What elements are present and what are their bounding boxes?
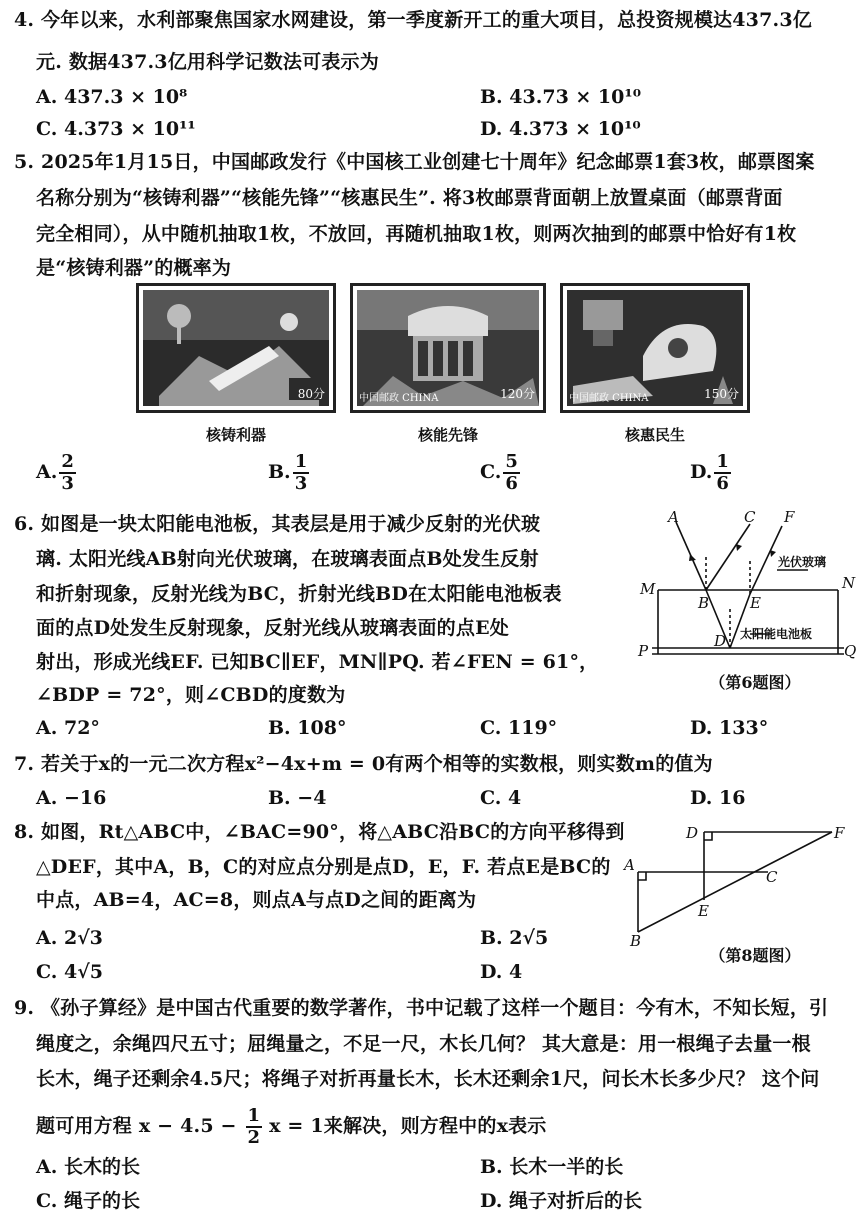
q8-figure-caption: （第8题图）: [709, 946, 801, 965]
q6-option-d[interactable]: D. 133°: [690, 717, 769, 739]
q4-option-a[interactable]: A. 437.3 × 10⁸: [36, 86, 188, 108]
q6-label-f: F: [784, 508, 795, 526]
q8-option-a[interactable]: A. 2√3: [36, 927, 103, 949]
q9-equation-numerator: 1: [247, 1105, 261, 1126]
q7-line-1: 7. 若关于x的一元二次方程x²−4x+m = 0有两个相等的实数根，则实数m的值为: [14, 753, 713, 775]
q5-option-d[interactable]: [690, 452, 731, 494]
q9-line-3: 长木，绳子还剩余4.5尺；将绳子对折再量长木，长木还剩余1尺，问长木长多少尺？ 这个问: [36, 1068, 820, 1090]
q6-label-n: N: [842, 574, 856, 592]
q5-option-a-label: A.: [36, 461, 58, 483]
stamp-nuclear-pioneer: [350, 283, 546, 413]
q6-label-q: Q: [844, 642, 857, 660]
q6-label-d: D: [714, 632, 727, 650]
stamp2-value: 120分: [500, 387, 535, 401]
q4-line-1: 4. 今年以来，水利部聚焦国家水网建设，第一季度新开工的重大项目，总投资规模达437.3亿: [14, 9, 812, 31]
q5-option-d-denominator: 6: [716, 473, 729, 494]
q8-line-3: 中点，AB=4，AC=8，则点A与点D之间的距离为: [36, 889, 477, 911]
q6-label-m: M: [640, 580, 656, 598]
q5-option-b[interactable]: [268, 452, 309, 494]
q9-option-d[interactable]: D. 绳子对折后的长: [480, 1190, 643, 1212]
stamp2-caption: 核能先锋: [417, 426, 478, 444]
q8-figure: [620, 820, 860, 946]
q8-label-e: E: [698, 902, 709, 920]
q5-option-a-denominator: 3: [61, 473, 74, 494]
q6-label-c: C: [744, 508, 756, 526]
q6-label-p: P: [638, 642, 649, 660]
q7-option-c[interactable]: C. 4: [480, 787, 522, 809]
q6-line-6: ∠BDP = 72°，则∠CBD的度数为: [36, 684, 346, 706]
q9-option-a[interactable]: A. 长木的长: [36, 1156, 140, 1178]
q7-option-b[interactable]: B. −4: [268, 787, 327, 809]
stamp1-value: 80分: [297, 387, 325, 401]
q8-line-2: △DEF，其中A，B，C的对应点分别是点D，E，F. 若点E是BC的: [36, 856, 611, 878]
q6-line-2: 璃. 太阳光线AB射向光伏玻璃，在玻璃表面点B处发生反射: [36, 548, 539, 570]
q6-line-4: 面的点D处发生反射现象，反射光线从玻璃表面的点E处: [36, 617, 509, 639]
q4-option-c[interactable]: C. 4.373 × 10¹¹: [36, 118, 196, 140]
q8-option-d[interactable]: D. 4: [480, 961, 523, 983]
q5-option-b-denominator: 3: [294, 473, 308, 494]
q9-line-4: [36, 1106, 547, 1148]
stamp2-country: 中国邮政 CHINA: [359, 393, 439, 404]
q5-option-c-denominator: 6: [505, 473, 518, 494]
q7-option-a[interactable]: A. −16: [36, 787, 107, 809]
q8-option-c[interactable]: C. 4√5: [36, 961, 103, 983]
q8-label-a: A: [624, 856, 635, 874]
q6-label-e: E: [750, 594, 761, 612]
q6-label-b: B: [698, 594, 710, 612]
q4-option-d[interactable]: D. 4.373 × 10¹⁰: [480, 118, 641, 140]
q5-option-c-label: C.: [480, 461, 502, 483]
q5-option-b-label: B.: [268, 461, 291, 483]
q6-option-b[interactable]: B. 108°: [268, 717, 347, 739]
q5-line-2: 名称分别为“核铸利器”“核能先锋”“核惠民生”. 将3枚邮票背面朝上放置桌面（邮票背面: [36, 187, 783, 209]
q5-option-c[interactable]: [480, 452, 520, 494]
q6-figure: [632, 508, 862, 668]
q6-line-5: 射出，形成光线EF. 已知BC∥EF，MN∥PQ. 若∠FEN = 61°，: [36, 651, 599, 673]
q9-equation-suffix: x = 1来解决，则方程中的x表示: [269, 1115, 547, 1137]
q5-option-c-numerator: 5: [505, 451, 518, 472]
q8-label-c: C: [766, 868, 778, 886]
q5-line-1: 5. 2025年1月15日，中国邮政发行《中国核工业创建七十周年》纪念邮票1套3枚，邮票图案: [14, 151, 815, 173]
q4-line-2: 元. 数据437.3亿用科学记数法可表示为: [36, 51, 379, 73]
q8-option-b[interactable]: B. 2√5: [480, 927, 549, 949]
stamp1-caption: 核铸利器: [205, 426, 266, 444]
stamp3-country: 中国邮政 CHINA: [569, 393, 649, 404]
q6-option-a[interactable]: A. 72°: [36, 717, 100, 739]
q6-line-3: 和折射现象，反射光线为BC，折射光线BD在太阳能电池板表: [36, 583, 562, 605]
q9-equation-prefix: 题可用方程 x − 4.5 −: [36, 1115, 237, 1137]
q8-label-f: F: [834, 824, 845, 842]
q6-label-a: A: [668, 508, 679, 526]
q9-line-1: 9. 《孙子算经》是中国古代重要的数学著作，书中记载了这样一个题目：今有木，不知长短，引: [14, 997, 829, 1019]
q5-option-d-numerator: 1: [716, 451, 729, 472]
q5-option-b-numerator: 1: [294, 451, 308, 472]
stamp3-value: 150分: [704, 387, 739, 401]
q8-line-1: 8. 如图，Rt△ABC中，∠BAC=90°，将△ABC沿BC的方向平移得到: [14, 821, 625, 843]
q6-label-panel: 太阳能电池板: [740, 627, 813, 641]
q8-label-d: D: [686, 824, 699, 842]
q5-option-a[interactable]: [36, 452, 76, 494]
stamp-nuclear-weapon: [136, 283, 336, 413]
q9-option-b[interactable]: B. 长木一半的长: [480, 1156, 624, 1178]
stamp3-caption: 核惠民生: [624, 426, 685, 444]
q7-option-d[interactable]: D. 16: [690, 787, 746, 809]
q9-equation-denominator: 2: [247, 1127, 261, 1148]
q9-option-c[interactable]: C. 绳子的长: [36, 1190, 141, 1212]
q8-label-b: B: [630, 932, 642, 946]
q6-figure-caption: （第6题图）: [709, 673, 801, 692]
q5-line-4: 是“核铸利器”的概率为: [36, 257, 232, 279]
q5-line-3: 完全相同），从中随机抽取1枚，不放回，再随机抽取1枚，则两次抽到的邮票中恰好有1枚: [36, 223, 797, 245]
q5-option-a-numerator: 2: [61, 451, 74, 472]
q9-line-2: 绳度之，余绳四尺五寸；屈绳量之，不足一尺，木长几何？ 其大意是：用一根绳子去量一根: [36, 1033, 811, 1055]
q4-option-b[interactable]: B. 43.73 × 10¹⁰: [480, 86, 642, 108]
q6-line-1: 6. 如图是一块太阳能电池板，其表层是用于减少反射的光伏玻: [14, 513, 541, 535]
stamp-nuclear-livelihood: [560, 283, 750, 413]
q6-option-c[interactable]: C. 119°: [480, 717, 558, 739]
q5-option-d-label: D.: [690, 461, 713, 483]
q6-label-glass: 光伏玻璃: [778, 555, 827, 569]
